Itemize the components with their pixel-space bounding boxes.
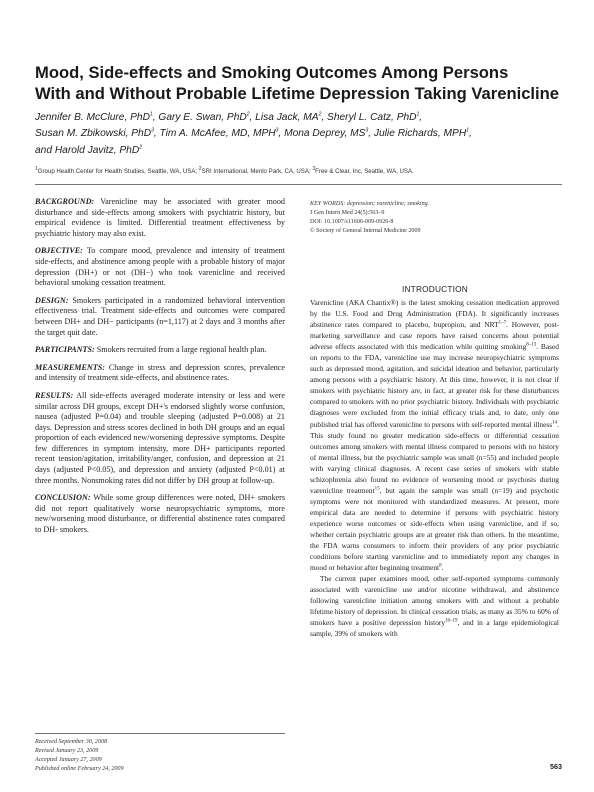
affiliation-number: 1 [35, 165, 38, 172]
abstract-label: RESULTS: [35, 390, 74, 400]
affiliation-text: Group Health Center for Health Studies, Seattle, WA, USA; [37, 168, 199, 175]
abstract-label: MEASUREMENTS: [35, 362, 105, 372]
author-affiliation-mark: 3 [275, 127, 279, 134]
author-name: Lisa Jack, MA [255, 112, 319, 123]
abstract-conclusion [35, 493, 285, 535]
author-affiliation-mark: 2 [139, 144, 142, 151]
paragraph-text: . [441, 563, 444, 573]
page-number: 563 [550, 762, 562, 771]
author-name: Julie Richards, MPH [373, 128, 467, 140]
affiliation-number: 2 [198, 165, 202, 172]
abstract-text: Varenicline may be associated with greater mood disturbance and side-effects among smokers with psychiatric history, but empirical evidence is limited. Differential treatment effectiveness by psychiatric history may also exist. [35, 197, 285, 238]
author-name: Jennifer B. McClure, PhD [35, 112, 150, 123]
introduction-body [310, 297, 559, 639]
citation-ref: 16–19 [445, 618, 458, 624]
paragraph-text: . This study found no greater medication side-effects or differential cessation outcomes among smokers with mental illness compared to persons with no history of mental illness, but the psychiatric sample was small (n=55) and included people with varying clinical diagnoses. A recent case series of smokers with stable schizophrenia also found no evidence of worsening mood or psychosis during varenicline treatment [310, 419, 559, 495]
paragraph-text: Varenicline (AKA Chantix®) is the latest smoking cessation medication approved by the U.S. Food and Drug Administration (FDA). It significantly increases abstinence rates compared to placebo, bupropion, and NRT [310, 298, 559, 330]
copyright: © Society of General Internal Medicine 2009 [310, 227, 421, 234]
author-affiliation-mark: 1 [466, 127, 469, 134]
journal-citation: J Gen Intern Med 24(5):563–9 [310, 209, 385, 216]
abstract-text: To compare mood, prevalence and intensity of treatment side-effects, and abstinence among people with a probable history of major depression (DH+) or not (DH−) who took varenicline and received behavioral smoking cessation treatment. [35, 246, 285, 288]
intro-paragraph-2 [310, 573, 559, 639]
abstract-results [35, 391, 285, 486]
abstract [35, 197, 285, 543]
paragraph-text: . Based on reports to the FDA, varenicline use may increase neuropsychiatric symptoms such as depressed mood, agitation, and suicidal ideation and behavior, particularly among persons with a psychiatric history. At this time, however, it is not clear if smokers with psychiatric history are, in fact, at greater risk for these disturbances compared to smokers with no prior psychiatric history. Individuals with psychiatric diagnoses were excluded from the initial efficacy trials and, to date, only one published trial has offered varenicline to persons with self-reported mental illness [310, 342, 559, 429]
abstract-background [35, 197, 285, 239]
keywords: KEY WORDS: depression; varenicline; smoking. [310, 201, 430, 207]
abstract-objective [35, 246, 285, 288]
citation-ref: 15 [374, 486, 380, 492]
article-meta [310, 200, 560, 236]
affiliation-text: SRI International, Menlo Park, CA, USA; [201, 168, 313, 175]
paragraph-text: , but again the sample was small (n=19) and psychotic symptoms were not monitored with standardized measures. At present, more empirical data are needed to determine if persons with psychiatric history experience worse outcomes or side-effects when using varenicline, and if so, whether certain psychiatric groups are at greater risk than others. In the meantime, the FDA warns consumers to inform their providers of any prior psychiatric conditions before starting varenicline and to immediately report any changes in mood or behavior after beginning treatment [310, 485, 559, 573]
abstract-label: BACKGROUND: [35, 197, 95, 206]
author-name: Susan M. Zbikowski, PhD [35, 128, 152, 140]
doi: DOI: 10.1007/s11606-009-0926-8 [310, 218, 394, 225]
citation-ref: 8–13 [526, 342, 537, 348]
header-divider [35, 184, 562, 185]
date-received: Received September 30, 2008 [35, 739, 108, 745]
abstract-text: Change in stress and depression scores, prevalence and intensity of treatment side-effects, and abstinence rates. [35, 362, 285, 383]
author-list: Jennifer B. McClure, PhD$^1$, Gary E. Swan, PhD$^2$, Lisa Jack, $MA^2$, Sheryl L. Catz, PhD$^1$, Susan M. Zbikowski, PhD$^3$, Tim A. McAfee, MD, MPH$^3$, Mona Deprey, $MS^3$, Julie Richards, MPH$^1$, and Harold Javitz, PhD$^2$ [35, 111, 472, 156]
abstract-measurements [35, 363, 285, 384]
date-revised: Revised January 23, 2009 [35, 747, 99, 754]
author-affiliation-mark: 3 [365, 127, 369, 134]
author-affiliation-mark: 2 [318, 111, 322, 118]
abstract-label: DESIGN: [35, 295, 69, 305]
citation-ref: 8 [439, 563, 442, 569]
dates-divider [35, 733, 285, 734]
citation-ref: 14 [552, 420, 558, 426]
affiliation-text: Free & Clear, Inc, Seattle, WA, USA. [315, 168, 414, 175]
abstract-label: OBJECTIVE: [35, 246, 83, 256]
abstract-text: While some group differences were noted, DH+ smokers did not report qualitatively worse neuropsychiatric symptoms, more new/worsening mood disturbance, or differential abstinence rates compared to DH- smokers. [35, 493, 285, 535]
affiliations [35, 165, 580, 175]
article-title [35, 63, 575, 104]
affiliation-number: 3 [312, 165, 316, 172]
paragraph-text: . However, post-marketing surveillance and case reports have raised concerns about potential adverse effects associated with this medication while quitting smoking [310, 320, 559, 352]
citation-ref: 1–7 [498, 320, 507, 326]
abstract-text: Smokers recruited from a large regional health plan. [94, 345, 267, 355]
abstract-design [35, 296, 285, 338]
abstract-label: PARTICIPANTS: [35, 345, 95, 355]
date-accepted: Accepted January 27, 2009 [35, 756, 102, 763]
abstract-text: All side-effects averaged moderate intensity or less and were similar across DH groups, except DH+'s endorsed slightly worse confusion, nausea (adjusted P=0.04) and trouble sleeping (adjusted P=0.008) at 21 days. Depression and stress scores declined in both DH groups and an equal proportion of each evidenced new/worsening depressive symptoms. Despite few differences in symptom intensity, more DH+ participants reported recent tension/agitation, irritability/anger, confusion, and depression at 21 days (adjusted P<0.05), and depression and anxiety (adjusted P<0.01) at three months. Nonsmoking rates did not differ by DH group at follow-up. [35, 390, 285, 485]
author-name: Sheryl L. Catz, PhD [327, 112, 417, 123]
article-dates [35, 738, 285, 774]
abstract-label: CONCLUSION: [35, 493, 91, 503]
abstract-text: Smokers participated in a randomized behavioral intervention effectiveness trial. Treatment side-effects and outcomes were compared between DH+ and DH− participants (n=1,117) at 2 days and 3 months after the target quit date. [35, 295, 285, 337]
author-affiliation-mark: 2 [246, 111, 250, 118]
title-line-2: With and Without Probable Lifetime Depression Taking Varenicline [35, 83, 560, 103]
author-affiliation-mark: 1 [149, 111, 153, 118]
intro-paragraph-1 [310, 297, 559, 573]
paragraph-text: , and in a large epidemiological sample, 39% of smokers with [310, 618, 559, 639]
section-heading-introduction: INTRODUCTION [401, 284, 468, 294]
paragraph-text: The current paper examines mood, other self-reported symptoms commonly associated with varenicline use and/or nicotine withdrawal, and abstinence following varenicline initiation among smokers with and without a probable lifetime history of depression. In clinical cessation trials, as many as 35% to 60% of smokers have a positive depression history [310, 574, 559, 628]
author-name: and Harold Javitz, PhD [35, 144, 140, 156]
title-line-1: Mood, Side-effects and Smoking Outcomes Among Persons [35, 63, 509, 82]
abstract-participants [35, 345, 285, 356]
author-name: Mona Deprey, MS [284, 128, 366, 140]
date-published: Published online February 24, 2009 [35, 765, 124, 772]
author-name: Gary E. Swan, PhD [158, 112, 247, 123]
author-affiliation-mark: 3 [151, 127, 154, 134]
author-name: Tim A. McAfee, MD, MPH [159, 128, 276, 140]
author-affiliation-mark: 1 [416, 111, 420, 118]
